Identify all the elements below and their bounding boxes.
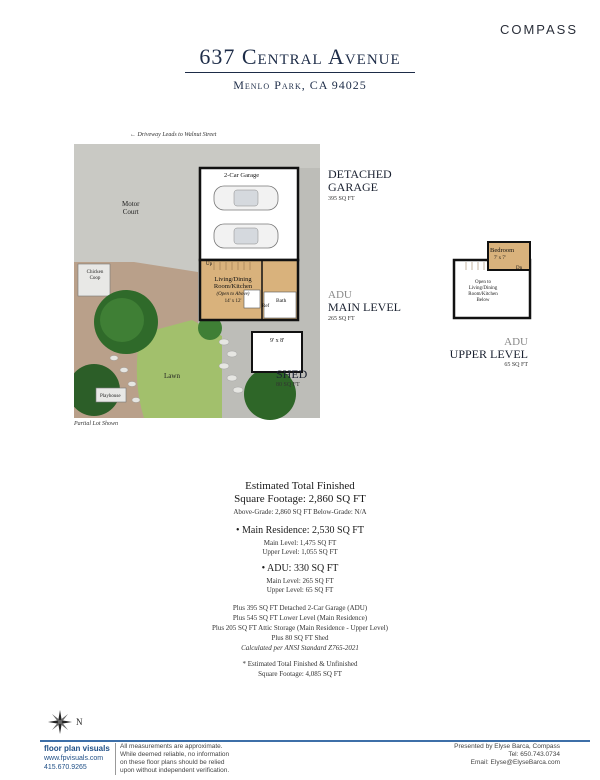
adu-main-sqft: 265 SQ FT	[328, 316, 355, 322]
lawn-label: Lawn	[164, 372, 180, 380]
footer-divider	[40, 740, 590, 742]
driveway-note: ← Driveway Leads to Walnut Street	[130, 132, 217, 138]
motor-court-label: Motor Court	[122, 200, 140, 216]
garage-room-label: 2-Car Garage	[224, 172, 260, 179]
living-room-label: Living/Dining Room/Kitchen	[213, 276, 253, 290]
summary-heading-2: Square Footage: 2,860 SQ FT	[234, 493, 366, 505]
car-top	[214, 186, 278, 210]
disclaimer-line: upon without independent verification.	[120, 767, 230, 774]
ansi-note: Calculated per ANSI Standard Z765-2021	[241, 644, 359, 652]
brand-logo: COMPASS	[499, 22, 578, 37]
main-residence-main: Main Level: 1,475 SQ FT	[263, 539, 337, 547]
unfinished-note-1: * Estimated Total Finished & Unfinished	[242, 660, 358, 668]
bath-label: Bath	[276, 298, 287, 304]
living-room-note: (Open to Above)	[216, 292, 250, 297]
disclaimer-line: While deemed reliable, no information	[120, 751, 230, 758]
shed-sqft: 80 SQ FT	[276, 382, 300, 388]
plus-shed: Plus 80 SQ FT Shed	[271, 634, 329, 642]
plus-garage: Plus 395 SQ FT Detached 2-Car Garage (ADU)	[232, 604, 368, 612]
driveway-area	[198, 144, 320, 168]
contact-email[interactable]: Email: Elyse@ElyseBarca.com	[470, 759, 560, 766]
fp-logo-url: www.fpvisuals.com	[44, 755, 104, 762]
adu-upper-label-1: ADU	[504, 336, 528, 348]
fp-logo-name: floor plan visuals	[44, 744, 110, 753]
car-bottom	[214, 224, 278, 248]
main-residence-upper: Upper Level: 1,055 SQ FT	[262, 548, 338, 556]
adu-total: • ADU: 330 SQ FT	[261, 563, 339, 574]
adu-main-label-2: MAIN LEVEL	[328, 300, 401, 314]
contact-presenter: Presented by Elyse Barca, Compass	[454, 743, 560, 750]
fp-logo	[44, 744, 110, 772]
page-subtitle: Menlo Park, CA 94025	[233, 78, 367, 92]
living-room-dim: 14' x 12'	[224, 299, 242, 304]
disclaimer-line: on these floor plans should be relied	[120, 759, 225, 766]
adu-main-label-1: ADU	[328, 289, 352, 301]
playhouse-label: Playhouse	[100, 394, 121, 399]
plus-attic: Plus 205 SQ FT Attic Storage (Main Residence - Upper Level)	[211, 624, 388, 632]
shed-label: SHED	[276, 367, 308, 381]
stair-down-label: Dn	[516, 266, 523, 271]
adu-main-level: Main Level: 265 SQ FT	[266, 577, 334, 585]
detached-garage-label-1: DETACHED	[328, 167, 392, 181]
upper-open-note: Open to Living/Dining Room/Kitchen Below	[468, 280, 498, 303]
grade-line: Above-Grade: 2,860 SQ FT Below-Grade: N/A	[233, 508, 367, 516]
adu-upper-level: Upper Level: 65 SQ FT	[266, 586, 334, 594]
unfinished-note-2: Square Footage: 4,085 SQ FT	[258, 670, 342, 678]
disclaimer-line: All measurements are approximate.	[120, 743, 223, 750]
contact-info	[454, 743, 560, 767]
partial-lot-note: Partial Lot Shown	[74, 421, 119, 427]
summary-heading-1: Estimated Total Finished	[245, 480, 355, 492]
stair-up-label: Up	[206, 262, 213, 267]
bedroom-dim: 7' x 7'	[494, 256, 506, 261]
contact-tel: Tel: 650.743.0734	[508, 751, 560, 758]
detached-garage-sqft: 395 SQ FT	[328, 196, 355, 202]
fp-logo-phone: 415.670.9265	[44, 764, 87, 771]
disclaimer	[115, 743, 229, 775]
bedroom-label: Bedroom	[490, 247, 515, 254]
adu-upper-sqft: 65 SQ FT	[504, 362, 528, 368]
adu-upper-label-2: UPPER LEVEL	[449, 347, 528, 361]
title-divider	[185, 72, 415, 73]
shed-dim-label: 9' x 8'	[270, 338, 285, 344]
ref-label: Ref	[262, 304, 270, 309]
plus-lower-level: Plus 545 SQ FT Lower Level (Main Residence)	[232, 614, 368, 622]
north-label: N	[76, 717, 83, 727]
chicken-coop-label: Chicken Coop	[86, 270, 104, 281]
page-title: 637 Central Avenue	[199, 44, 401, 69]
main-residence-total: • Main Residence: 2,530 SQ FT	[236, 525, 364, 536]
detached-garage-label-2: GARAGE	[328, 180, 378, 194]
